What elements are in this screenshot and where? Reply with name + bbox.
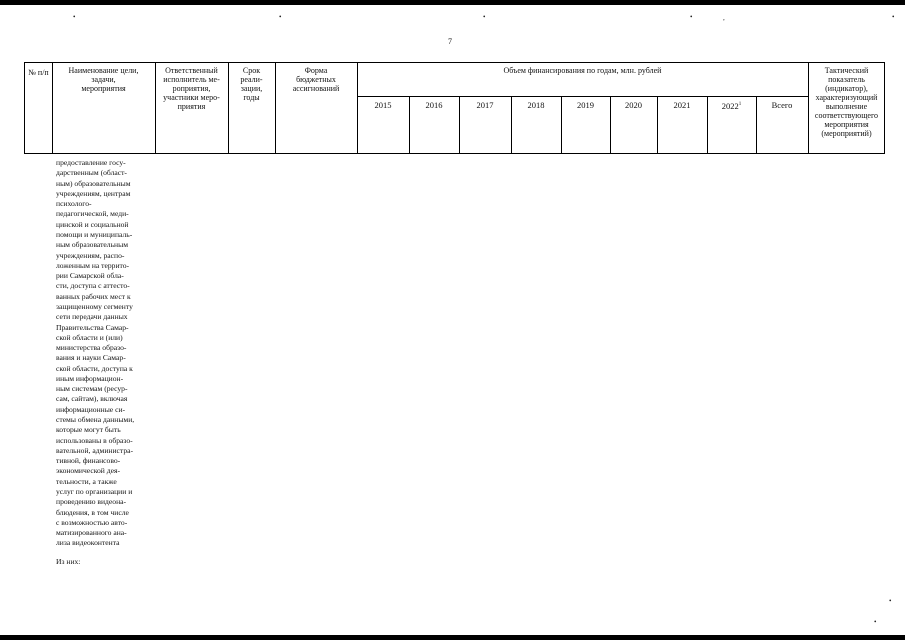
scan-artifact: • [892, 13, 895, 21]
scan-artifact: • [889, 597, 892, 605]
header-line: приятия [177, 102, 206, 111]
header-line: характеризующий [815, 93, 878, 102]
description-line: ложенным на террито- [56, 260, 130, 270]
scan-artifact: • [279, 13, 282, 21]
header-line: Наименование цели, [68, 66, 139, 75]
header-line: участники меро- [163, 93, 220, 102]
description-line: блюдения, в том числе [56, 507, 129, 517]
header-term [228, 66, 275, 102]
from-them-label: Из них: [56, 557, 81, 566]
description-line: защищенному сегменту [56, 301, 133, 311]
header-name [52, 66, 155, 93]
description-line: цинской и социальной [56, 219, 129, 229]
year-2016: 2016 [425, 100, 443, 110]
year-2017: 2017 [476, 100, 494, 110]
header-line: годы [243, 93, 260, 102]
description-line: информационные си- [56, 404, 126, 414]
description-line: ным образовательным [56, 240, 129, 250]
description-line: ным) образовательным [56, 178, 131, 188]
description-line: дарственным (област- [56, 168, 127, 178]
description-line: использованы в образо- [56, 435, 133, 445]
header-number: № п/п [28, 68, 49, 77]
description-line: сти, доступа с аттесто- [56, 281, 130, 291]
scan-artifact: , [723, 14, 725, 22]
page-number: 7 [448, 37, 452, 46]
year-2015: 2015 [374, 100, 392, 110]
header-line: показатель [828, 75, 865, 84]
description-line: помощи и муниципаль- [56, 229, 133, 239]
scan-artifact: • [483, 13, 486, 21]
footnote-mark: 1 [738, 102, 742, 107]
header-line: Ответственный [165, 66, 218, 75]
year-2022-label: 2022 [721, 100, 739, 111]
header-financing: Объем финансирования по годам, млн. рублей [503, 66, 662, 75]
description-line: услуг по организации и [56, 487, 133, 496]
header-line: (индикатор), [825, 84, 868, 93]
description-line: вания и науки Самар- [56, 353, 126, 363]
header-line: соответствующего [814, 111, 879, 120]
description-line: тельности, а также [56, 476, 117, 486]
description-line: лиза видеоконтента [56, 538, 120, 548]
scan-artifact: • [874, 618, 877, 626]
description-line: предоставление госу- [56, 158, 126, 167]
header-line: роприятия, [172, 84, 211, 93]
header-line: (мероприятий) [821, 129, 872, 138]
header-budget-form [275, 66, 357, 93]
description-line: рии Самарской обла- [56, 271, 124, 281]
description-line: тивной, финансово- [56, 456, 121, 466]
header-line: Тактический [824, 66, 869, 75]
description-line: ской области, доступа к [56, 363, 133, 373]
header-line: зации, [240, 84, 263, 93]
measure-description [56, 158, 152, 549]
header-line: Срок [242, 66, 261, 75]
description-line: матизированного ана- [56, 528, 127, 538]
header-line: выполнение [825, 102, 868, 111]
description-line: ванных рабочих мест к [56, 291, 131, 301]
year-2021: 2021 [673, 100, 691, 110]
description-line: вательной, администра- [56, 445, 134, 455]
description-line: учреждениям, распо- [56, 250, 125, 260]
header-indicator [808, 66, 885, 138]
header-line: мероприятия [81, 84, 126, 93]
scan-artifact: • [690, 13, 693, 21]
header-line: ассигнований [292, 84, 340, 93]
description-line: министерства образо- [56, 343, 127, 353]
year-2019: 2019 [577, 100, 594, 110]
header-line: исполнитель ме- [163, 75, 220, 84]
scan-top-border [0, 0, 905, 5]
year-total: Всего [771, 100, 793, 110]
year-2020: 2020 [625, 100, 642, 110]
description-line: которые могут быть [56, 425, 121, 435]
header-line: бюджетных [296, 75, 336, 84]
description-line: психолого- [56, 199, 92, 209]
description-line: проведению видеона- [56, 497, 127, 507]
scan-bottom-border [0, 635, 905, 640]
description-line: учреждениям, центрам [56, 188, 131, 198]
year-2018: 2018 [527, 100, 545, 110]
header-line: задачи, [91, 75, 116, 84]
table-header [24, 62, 885, 154]
scan-artifact: • [73, 13, 76, 21]
description-line: ным системам (ресур- [56, 384, 128, 394]
description-line: стемы обмена данными, [56, 415, 135, 425]
description-line: иным информацион- [56, 373, 124, 383]
description-line: с возможностью авто- [56, 517, 128, 527]
header-line: реали- [240, 75, 263, 84]
description-line: ской области и (или) [56, 332, 123, 342]
description-line: сети передачи данных [56, 312, 128, 322]
header-line: Форма [304, 66, 328, 75]
description-line: сам, сайтам), включая [56, 394, 128, 404]
header-responsible [155, 66, 228, 111]
table-divider [357, 96, 808, 97]
description-line: экономической дея- [56, 466, 121, 476]
year-2022 [707, 100, 756, 111]
header-line: мероприятия [824, 120, 869, 129]
description-line: Правительства Самар- [56, 322, 129, 332]
description-line: педагогической, меди- [56, 209, 129, 219]
